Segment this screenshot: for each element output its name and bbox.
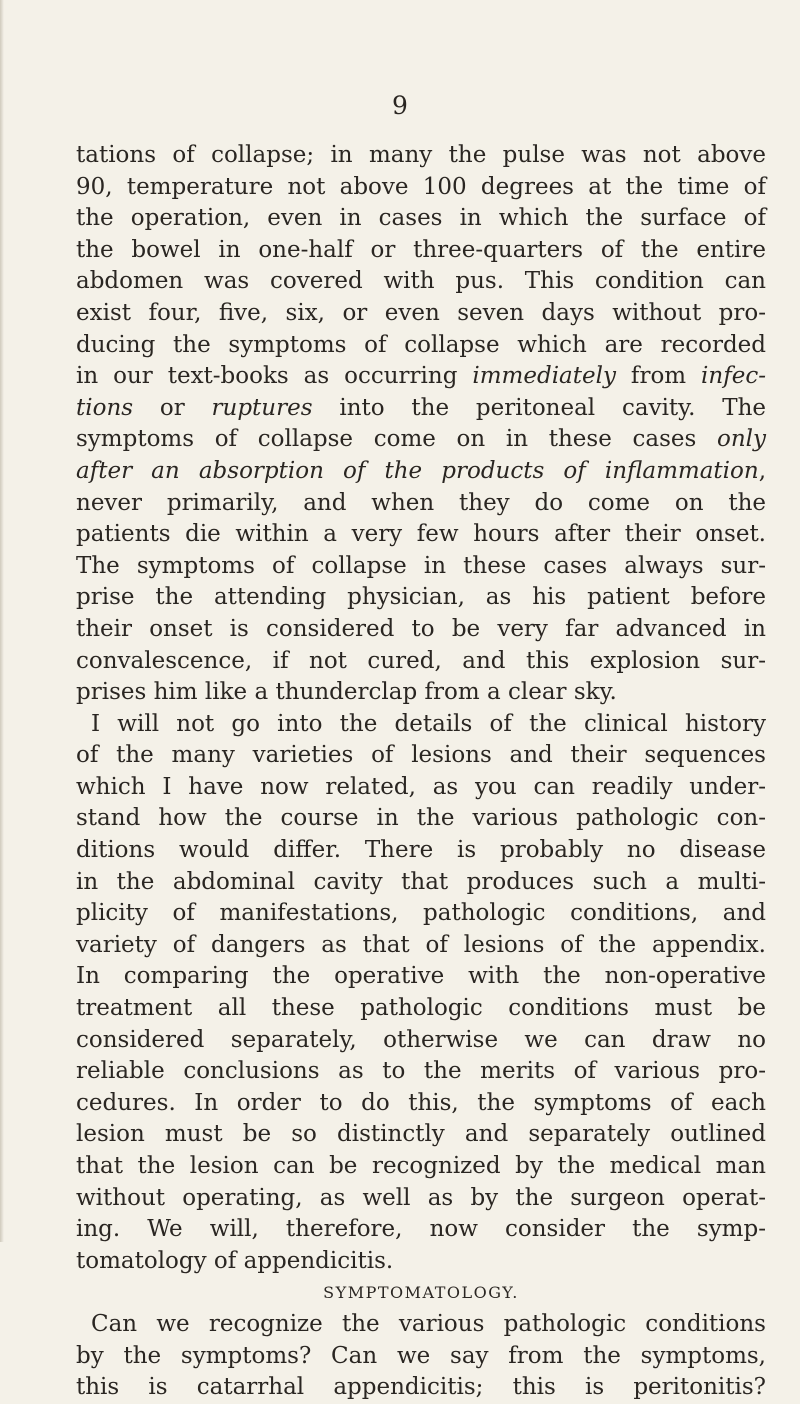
section-heading: SYMPTOMATOLOGY. xyxy=(323,1283,519,1303)
text-line: I will not go into the details of the clinical history xyxy=(91,710,766,737)
text-line: that the lesion can be recognized by the medical man xyxy=(76,1153,766,1179)
text-line: ing. We will, therefore, now consider the symp- xyxy=(76,1216,766,1243)
body-text xyxy=(76,140,766,1404)
text-line: never primarily, and when they do come on the xyxy=(76,489,766,516)
text-line: in the abdominal cavity that produces such a multi- xyxy=(76,868,766,895)
text-line-italic-mixed: tions or ruptures into the peritoneal cavity. The xyxy=(76,394,766,421)
text-line: stand how the course in the various pathologic con- xyxy=(76,805,766,832)
text-line: prise the attending physician, as his patient before xyxy=(76,584,766,611)
page-edge-shadow xyxy=(0,0,4,1242)
text-line: ducing the symptoms of collapse which are recorded xyxy=(76,331,766,358)
text-line: by the symptoms? Can we say from the symptoms, xyxy=(76,1342,766,1369)
text-line: convalescence, if not cured, and this explosion sur- xyxy=(76,647,766,674)
page-number: 9 xyxy=(392,91,408,120)
text-line: exist four, five, six, or even seven days without pro- xyxy=(76,299,766,326)
text-line: lesion must be so distinctly and separately outlined xyxy=(76,1121,766,1148)
text-line: abdomen was covered with pus. This condition can xyxy=(76,268,766,295)
text-line: plicity of manifestations, pathologic conditions, and xyxy=(76,900,766,927)
text-line: Can we recognize the various pathologic conditions xyxy=(91,1310,766,1337)
text-line: prises him like a thunderclap from a clear sky. xyxy=(76,679,617,706)
text-line-italic-mixed: in our text-books as occurring immediately from infec- xyxy=(76,363,766,390)
text-line: the bowel in one-half or three-quarters of the entire xyxy=(76,236,766,263)
text-line: their onset is considered to be very far advanced in xyxy=(76,615,766,642)
text-line: cedures. In order to do this, the symptoms of each xyxy=(76,1089,766,1116)
text-line: the operation, even in cases in which the surface of xyxy=(76,205,766,232)
text-line: patients die within a very few hours after their onset. xyxy=(76,521,766,548)
text-line: tations of collapse; in many the pulse was not above xyxy=(76,142,766,168)
text-line: The symptoms of collapse in these cases always sur- xyxy=(76,552,766,579)
text-line: ditions would differ. There is probably no disease xyxy=(76,837,766,864)
text-line-italic-mixed: after an absorption of the products of inflammation, xyxy=(76,457,766,484)
text-line: this is catarrhal appendicitis; this is peritonitis? xyxy=(76,1374,766,1401)
text-line: considered separately, otherwise we can draw no xyxy=(76,1026,766,1053)
text-line: variety of dangers as that of lesions of the appendix. xyxy=(76,931,766,958)
text-line-italic-mixed: symptoms of collapse come on in these cases only xyxy=(76,426,766,453)
text-line: In comparing the operative with the non-operative xyxy=(76,963,766,990)
text-line: without operating, as well as by the surgeon operat- xyxy=(76,1184,766,1211)
text-line: tomatology of appendicitis. xyxy=(76,1247,394,1274)
text-line: of the many varieties of lesions and their sequences xyxy=(76,742,766,769)
text-line: which I have now related, as you can readily under- xyxy=(76,773,766,800)
text-line: reliable conclusions as to the merits of various pro- xyxy=(76,1058,766,1085)
text-line: 90, temperature not above 100 degrees at the time of xyxy=(76,173,766,200)
text-line: treatment all these pathologic conditions must be xyxy=(76,995,766,1022)
